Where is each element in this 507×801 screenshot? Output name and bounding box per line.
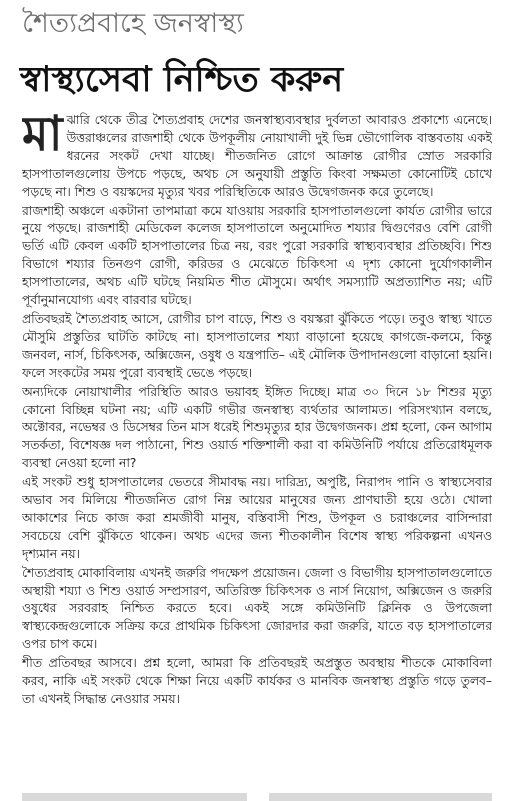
footer-divider-gap bbox=[247, 793, 269, 801]
paragraph-2: রাজশাহী অঞ্চলে একটানা তাপমাত্রা কমে যাওয়ায় সরকারি হাসপাতালগুলো কার্যত রোগীর ভারে নুয়ে পড়ছে। রাজশাহী মেডিকেল কলেজ হাসপাতালে অনুমোদিত শয্যার দ্বিগুণেরও বেশি রোগী ভর্তি এটি কেবল একটি হাসপাতালের চিত্র নয়, বরং পুরো সরকারি স্বাস্থ্যব্যবস্থার প্রতিচ্ছবি। শিশু বিভাগে শয্যার তিনগুণ রোগী, করিডর ও মেঝেতে চিকিৎসা এ দৃশ্য কোনো দুর্যোগকালীন হাসপাতালের, অথচ এটি ঘটছে নিয়মিত শীত মৌসুমে। অর্থাৎ সমস্যাটি অপ্রত্যাশিত নয়; এটি পূর্বানুমানযোগ্য এবং বারবার ঘটছে। bbox=[22, 203, 492, 308]
paragraph-3: প্রতিবছরই শৈত্যপ্রবাহ আসে, রোগীর চাপ বাড়ে, শিশু ও বয়স্করা ঝুঁকিতে পড়ে। তবুও স্বাস্থ্য খাতে মৌসুমি প্রস্তুতির ঘাটতি কাটছে না। হাসপাতালের শয্যা বাড়ানো হয়েছে কাগজে-কলমে, কিন্তু জনবল, নার্স, চিকিৎসক, অক্সিজেন, ওষুধ ও যন্ত্রপাতি– এই মৌলিক উপাদানগুলো বাড়ানো হয়নি। ফলে সংকটের সময় পুরো ব্যবস্থাই ভেঙে পড়ছে। bbox=[22, 311, 492, 380]
paragraph-4: অন্যদিকে নোয়াখালীর পরিস্থিতি আরও ভয়াবহ ইঙ্গিত দিচ্ছে। মাত্র ৩০ দিনে ১৮ শিশুর মৃত্যু কোনো বিচ্ছিন্ন ঘটনা নয়; এটি একটি গভীর জনস্বাস্থ্য ব্যর্থতার আলামত। পরিসংখ্যান বলছে, অক্টোবর, নভেম্বর ও ডিসেম্বর তিন মাস ধরেই শিশুমৃত্যুর হার উদ্বেগজনক। প্রশ্ন হলো, কেন আগাম সতর্কতা, বিশেষজ্ঞ দল পাঠানো, শিশু ওয়ার্ড শক্তিশালী করা বা কমিউনিটি পর্যায়ে প্রতিরোধমূলক ব্যবস্থা নেওয়া হলো না? bbox=[22, 384, 492, 471]
paragraph-6: শৈত্যপ্রবাহ মোকাবিলায় এখনই জরুরি পদক্ষেপ প্রয়োজন। জেলা ও বিভাগীয় হাসপাতালগুলোতে অস্থায়ী শয্যা ও শিশু ওয়ার্ড সম্প্রসারণ, অতিরিক্ত চিকিৎসক ও নার্স নিয়োগ, অক্সিজেন ও জরুরি ওষুধের সরবরাহ নিশ্চিত করতে হবে। একই সঙ্গে কমিউনিটি ক্লিনিক ও উপজেলা স্বাস্থ্যকেন্দ্রগুলোকে সক্রিয় করে প্রাথমিক চিকিৎসা জোরদার করা জরুরি, যাতে বড় হাসপাতালের ওপর চাপ কমে। bbox=[22, 565, 492, 652]
paragraph-5: এই সংকট শুধু হাসপাতালের ভেতরে সীমাবদ্ধ নয়। দারিদ্র্য, অপুষ্টি, নিরাপদ পানি ও স্বাস্থ্যসেবার অভাব সব মিলিয়ে শীতজনিত রোগ নিম্ন আয়ের মানুষের জন্য প্রাণঘাতী হয়ে ওঠে। খোলা আকাশের নিচে কাজ করা শ্রমজীবী মানুষ, বস্তিবাসী শিশু, উপকূল ও চরাঞ্চলের বাসিন্দারা সবচেয়ে বেশি ঝুঁকিতে থাকেন। অথচ এদের জন্য শীতকালীন বিশেষ স্বাস্থ্য পরিকল্পনা এখনও দৃশ্যমান নয়। bbox=[22, 475, 492, 561]
paragraph-1 bbox=[22, 112, 492, 202]
article-headline: স্বাস্থ্যসেবা নিশ্চিত করুন bbox=[20, 60, 344, 100]
paragraph-1-text: ঝারি থেকে তীব্র শৈত্যপ্রবাহ দেশের জনস্বাস্থ্যব্যবস্থার দুর্বলতা আবারও প্রকাশ্যে এনেছে। উত্তরাঞ্চলের রাজশাহী থেকে উপকূলীয় নোয়াখালী দুই ভিন্ন ভৌগোলিক বাস্তবতায় একই ধরনের সংকট দেখা যাচ্ছে। শীতজনিত রোগে আক্রান্ত রোগীর স্রোত সরকারি হাসপাতালগুলোয় উপচে পড়ছে, অথচ সে অনুযায়ী প্রস্তুতি কিংবা সক্ষমতা কোনোটিই চোখে পড়ছে না। শিশু ও বয়স্কদের মৃত্যুর খবর পরিস্থিতিকে আরও উদ্বেগজনক করে তুলেছে। bbox=[22, 113, 492, 199]
article-body bbox=[22, 112, 492, 790]
drop-cap: মা bbox=[22, 112, 63, 162]
article-kicker: শৈত্যপ্রবাহে জনস্বাস্থ্য bbox=[22, 8, 244, 39]
paragraph-7: শীত প্রতিবছর আসবে। প্রশ্ন হলো, আমরা কি প্রতিবছরই অপ্রস্তুত অবস্থায় শীতকে মোকাবিলা করব, নাকি এই সংকট থেকে শিক্ষা নিয়ে একটি কার্যকর ও মানবিক জনস্বাস্থ্য প্রস্তুতি গড়ে তুলব– তা এখনই সিদ্ধান্ত নেওয়ার সময়। bbox=[22, 656, 492, 706]
